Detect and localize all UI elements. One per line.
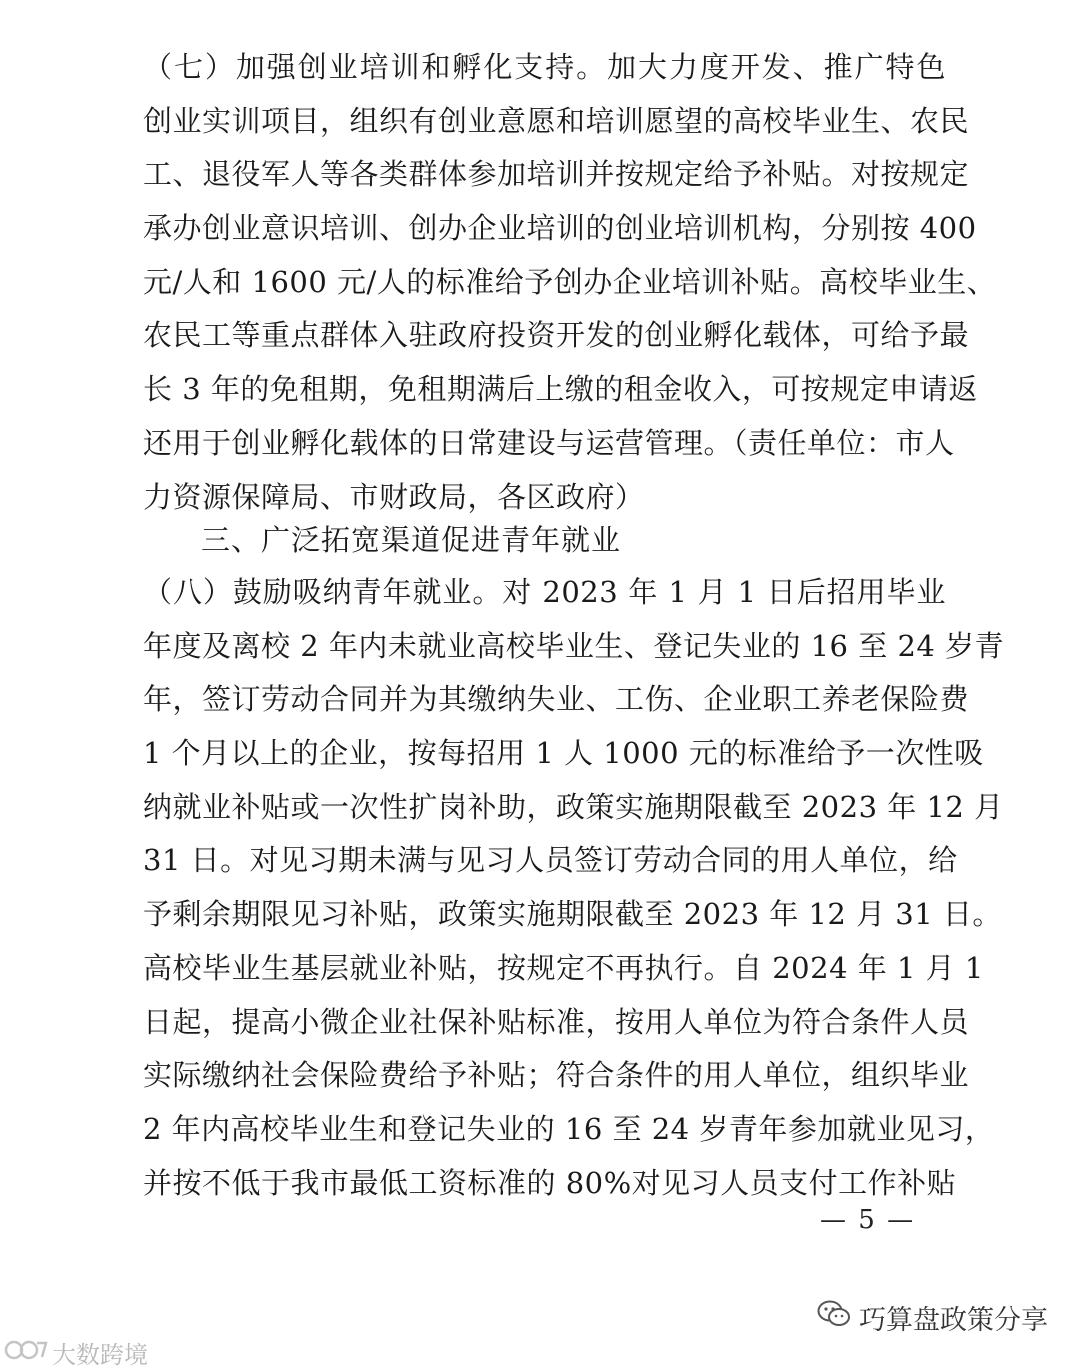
text-line: 长 3 年的免租期，免租期满后上缴的租金收入，可按规定申请返 [143,372,978,407]
text-line: （七）加强创业培训和孵化支持。加大力度开发、推广特色 [143,50,946,84]
brand-logo-icon [4,1337,48,1369]
text-line: 日起，提高小微企业社保补贴标准，按用人单位为符合条件人员 [143,1004,970,1039]
corner-brand-name: 大数跨境 [52,1341,148,1369]
text-line: 年，签订劳动合同并为其缴纳失业、工伤、企业职工养老保险费 [143,682,970,717]
section-7-paragraph [143,41,997,524]
page-number: — 5 — [820,1205,916,1235]
text-line: 纳就业补贴或一次性扩岗补助，政策实施期限截至 2023 年 12 月 [143,789,1004,824]
text-line: 创业实训项目，组织有创业意愿和培训愿望的高校毕业生、农民 [143,103,970,138]
text-line: 2 年内高校毕业生和登记失业的 16 至 24 岁青年参加就业见习， [143,1111,995,1146]
text-line: 高校毕业生基层就业补贴，按规定不再执行。自 2024 年 1 月 1 [143,950,984,985]
wechat-account-watermark [817,1298,1048,1337]
text-line: 还用于创业孵化载体的日常建设与运营管理。（责任单位：市人 [143,425,955,460]
text-line: 承办创业意识培训、创办企业培训的创业培训机构，分别按 400 [143,211,977,246]
wechat-icon [817,1299,851,1336]
section-heading: 三、广泛拓宽渠道促进青年就业 [201,523,622,557]
text-line: 农民工等重点群体入驻政府投资开发的创业孵化载体，可给予最 [143,318,970,353]
text-line: 工、退役军人等各类群体参加培训并按规定给予补贴。对按规定 [143,157,970,192]
text-line: 予剩余期限见习补贴，政策实施期限截至 2023 年 12 月 31 日。 [143,897,1002,932]
text-line: 力资源保障局、市财政局，各区政府） [143,479,645,514]
text-line: 年度及离校 2 年内未就业高校毕业生、登记失业的 16 至 24 岁青 [143,628,1005,663]
text-line: 元/人和 1600 元/人的标准给予创办企业培训补贴。高校毕业生、 [143,264,997,299]
section-8-paragraph [143,566,1005,1210]
corner-brand-watermark [4,1335,148,1370]
text-line: 实际缴纳社会保险费给予补贴；符合条件的用人单位，组织毕业 [143,1058,970,1093]
text-line: 31 日。对见习期未满与见习人员签订劳动合同的用人单位，给 [143,843,958,878]
text-line: 1 个月以上的企业，按每招用 1 人 1000 元的标准给予一次性吸 [143,736,984,771]
text-line: （八）鼓励吸纳青年就业。对 2023 年 1 月 1 日后招用毕业 [143,575,946,609]
text-line: 并按不低于我市最低工资标准的 80%对见习人员支付工作补贴 [143,1165,957,1200]
wechat-account-name: 巧算盘政策分享 [859,1305,1048,1336]
